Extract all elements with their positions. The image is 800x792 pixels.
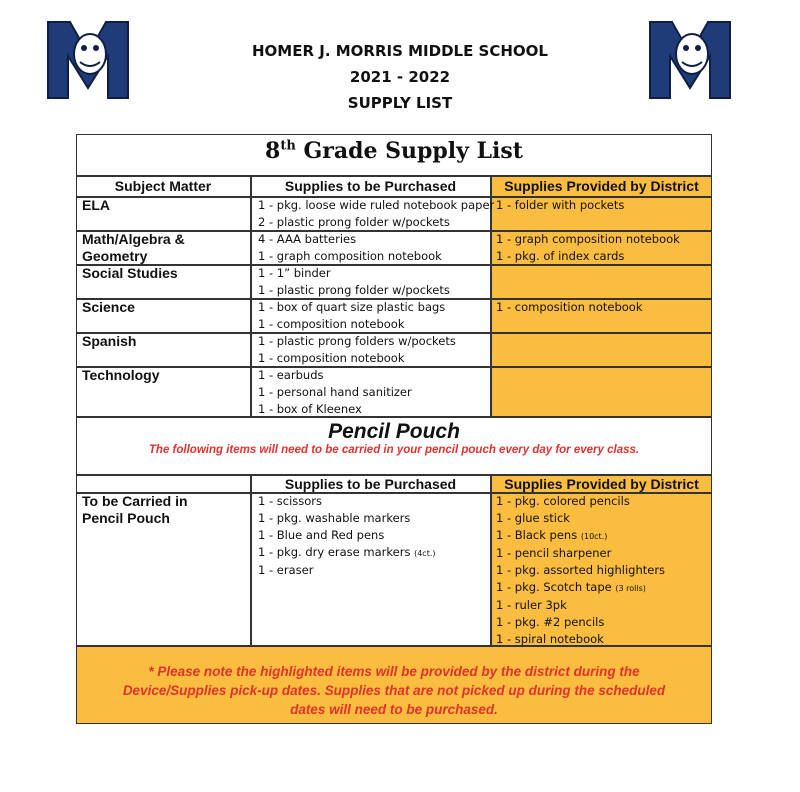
- purchased-list: 1 - pkg. loose wide ruled notebook paper 2 - plastic prong folder w/pockets: [258, 198, 495, 229]
- purchased-list: 4 - AAA batteries 1 - graph composition notebook: [258, 232, 442, 263]
- logo-letter: M: [685, 92, 695, 102]
- purchased-list: 1 - plastic prong folders w/pockets 1 - composition notebook: [258, 334, 456, 365]
- provided-list: 1 - graph composition notebook 1 - pkg. of index cards: [496, 232, 680, 263]
- divider: [76, 175, 712, 177]
- provided-list: 1 - composition notebook: [496, 300, 643, 314]
- subject-label: Science: [82, 299, 135, 315]
- divider: [250, 175, 252, 417]
- column-header-provided: Supplies Provided by District: [504, 178, 699, 194]
- subject-label: To be Carried in Pencil Pouch: [82, 493, 188, 526]
- column-header-purchased: Supplies to be Purchased: [284, 178, 457, 194]
- subject-label: Math/Algebra & Geometry: [82, 231, 185, 264]
- subject-label: Spanish: [82, 333, 137, 349]
- divider: [490, 474, 492, 646]
- column-header-subject: Subject Matter: [114, 178, 212, 194]
- grade-title: 8th Grade Supply List: [265, 138, 523, 164]
- purchased-list: 1 - 1” binder 1 - plastic prong folder w/pockets: [258, 266, 450, 297]
- subject-label: Social Studies: [82, 265, 178, 281]
- school-name: HOMER J. MORRIS MIDDLE SCHOOL: [251, 42, 548, 60]
- school-logo-left: [44, 14, 132, 102]
- pencil-pouch-note: The following items will need to be carried in your pencil pouch every day for every class.: [148, 444, 640, 456]
- purchased-list: 1 - scissors 1 - pkg. washable markers 1 - Blue and Red pens 1 - pkg. dry erase markers (4ct.) 1 - eraser: [258, 494, 436, 577]
- logo-letter: M: [83, 92, 93, 102]
- subject-label: Technology: [82, 367, 160, 383]
- column-header-purchased: Supplies to be Purchased: [284, 476, 457, 492]
- column-header-provided: Supplies Provided by District: [504, 476, 699, 492]
- document-header: [200, 38, 600, 116]
- divider: [250, 474, 252, 646]
- pencil-pouch-title: Pencil Pouch: [328, 420, 460, 443]
- provided-list: 1 - folder with pockets: [496, 198, 625, 212]
- purchased-list: 1 - box of quart size plastic bags 1 - composition notebook: [258, 300, 446, 331]
- provided-list: 1 - pkg. colored pencils 1 - glue stick 1 - Black pens (10ct.) 1 - pencil sharpener 1 - pkg. assorted highlighters 1 - pkg. Scotch tape (3 rolls) 1 - ruler 3pk 1 - pkg. #2 pencils 1 - spiral notebook: [496, 494, 666, 646]
- school-year: 2021 - 2022: [349, 68, 451, 86]
- school-logo-right: [646, 14, 734, 102]
- subject-label: ELA: [82, 197, 110, 213]
- list-title: SUPPLY LIST: [347, 94, 453, 112]
- footer-note: * Please note the highlighted items will be provided by the district during the Device/Supplies pick-up dates. Supplies that are not picked up during the scheduled dates will need to be purchased.: [122, 664, 666, 717]
- purchased-list: 1 - earbuds 1 - personal hand sanitizer 1 - box of Kleenex: [258, 368, 412, 416]
